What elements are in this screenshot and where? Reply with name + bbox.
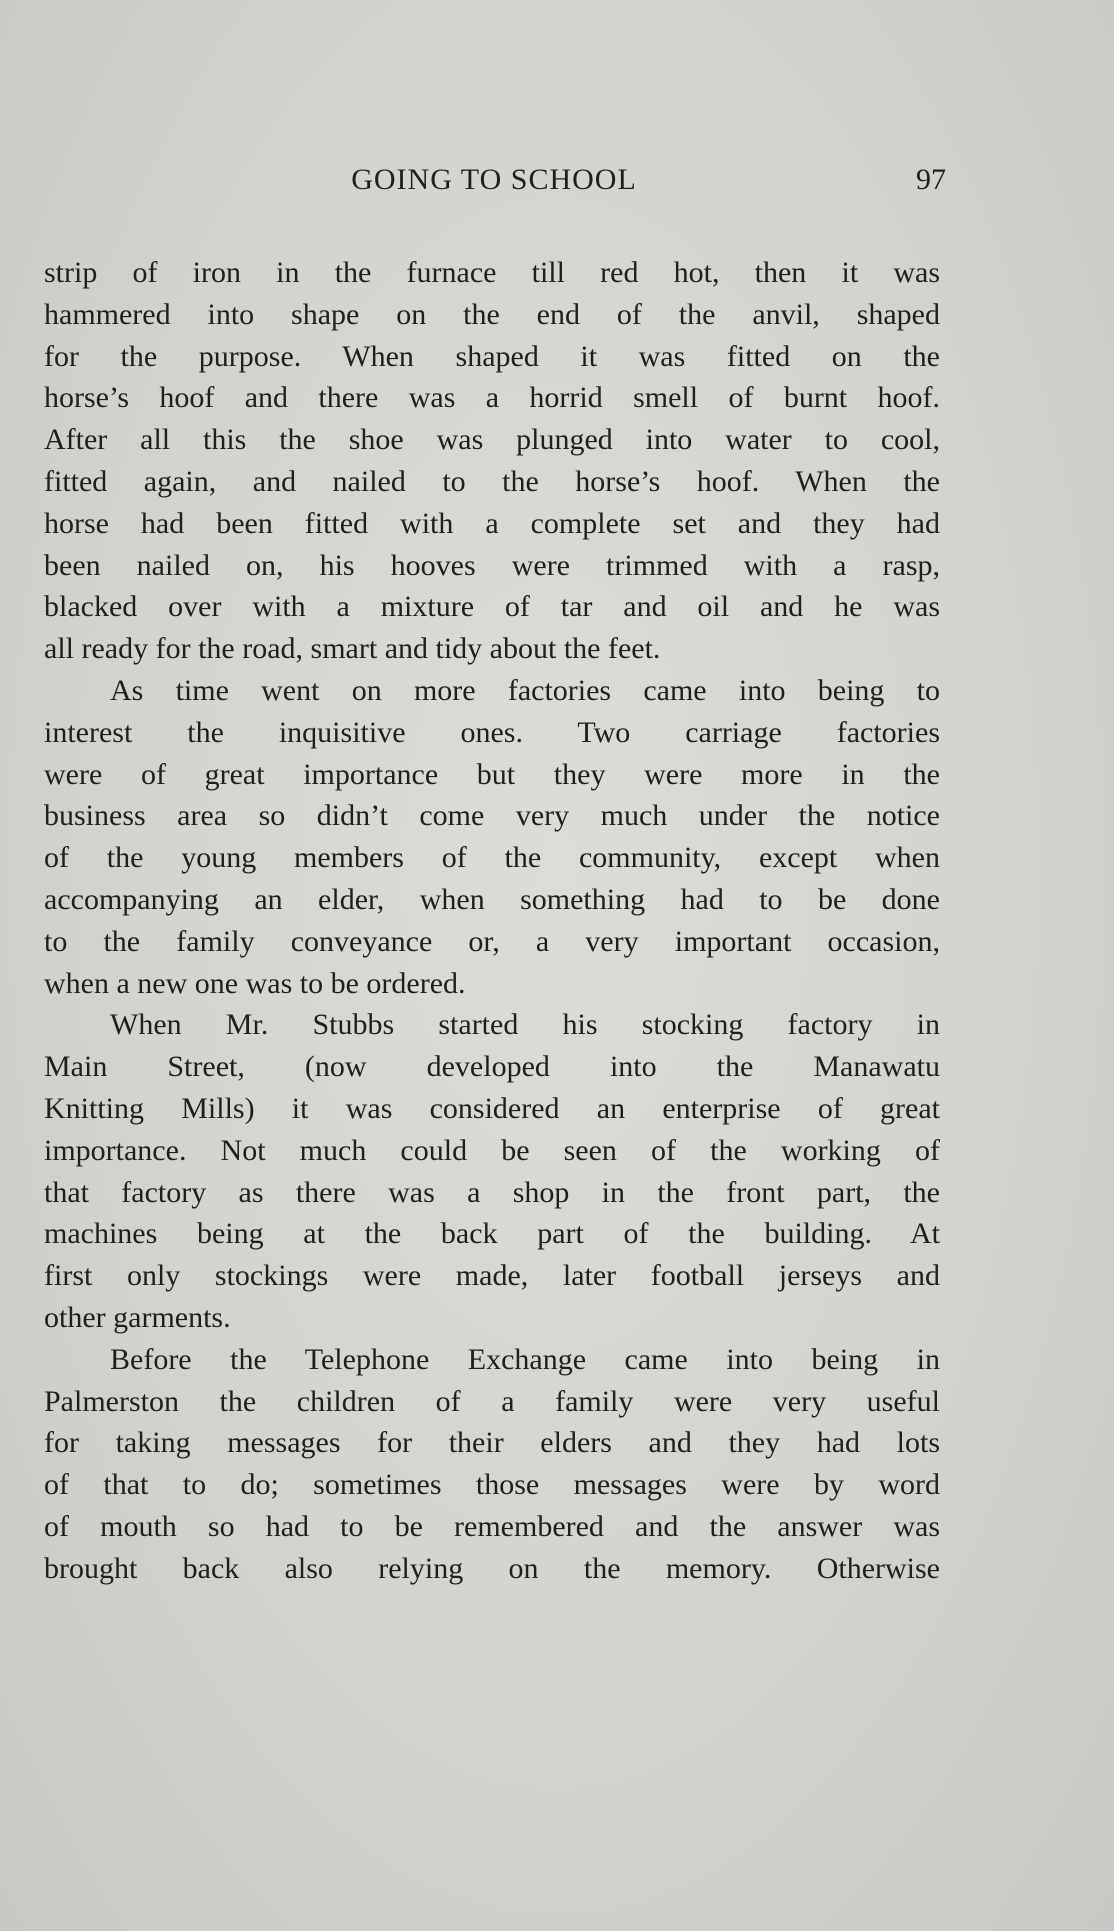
text-line: of the young members of the community, except when (44, 841, 940, 875)
text-line: first only stockings were made, later football jerseys and (44, 1259, 940, 1293)
paragraph (44, 1339, 940, 1590)
text-line: of that to do; sometimes those messages were by word (44, 1468, 940, 1502)
text-line: horse’s hoof and there was a horrid smell of burnt hoof. (44, 381, 940, 415)
text-line: interest the inquisitive ones. Two carriage factories (44, 715, 940, 749)
text-line: Main Street, (now developed into the Manawatu (44, 1050, 940, 1084)
text-line: of mouth so had to be remembered and the answer was (44, 1509, 940, 1543)
text-line: Before the Telephone Exchange came into being in (110, 1342, 940, 1376)
text-line: that factory as there was a shop in the front part, the (44, 1175, 940, 1209)
text-line: strip of iron in the furnace till red hot, then it was (44, 256, 940, 289)
text-line: horse had been fitted with a complete set and they had (44, 506, 940, 540)
text-line: Knitting Mills) it was considered an enterprise of great (44, 1091, 940, 1125)
paragraph (44, 252, 940, 670)
text-line: been nailed on, his hooves were trimmed with a rasp, (44, 548, 940, 582)
text-line: brought back also relying on the memory. Otherwise (44, 1551, 940, 1585)
text-line: After all this the shoe was plunged into water to cool, (44, 423, 940, 457)
text-line: business area so didn’t come very much under the notice (44, 799, 940, 833)
text-line: were of great importance but they were more in the (44, 757, 940, 791)
text-line: machines being at the back part of the building. At (44, 1217, 940, 1251)
text-line: Palmerston the children of a family were very useful (44, 1384, 940, 1418)
paragraph (44, 670, 940, 1004)
text-line: all ready for the road, smart and tidy about the feet. (44, 632, 661, 666)
text-line: accompanying an elder, when something had to be done (44, 882, 940, 916)
running-header (44, 163, 944, 207)
text-line: other garments. (44, 1300, 231, 1334)
text-line: when a new one was to be ordered. (44, 966, 466, 1000)
body-text (44, 252, 940, 1590)
page-number: 97 (916, 163, 946, 196)
text-line: blacked over with a mixture of tar and oil and he was (44, 590, 940, 624)
text-line: for the purpose. When shaped it was fitted on the (44, 339, 940, 373)
text-line: to the family conveyance or, a very important occasion, (44, 924, 940, 958)
text-line: for taking messages for their elders and they had lots (44, 1426, 940, 1460)
text-line: importance. Not much could be seen of the working of (44, 1133, 940, 1167)
text-line: As time went on more factories came into being to (110, 673, 940, 707)
text-line: hammered into shape on the end of the anvil, shaped (44, 297, 940, 331)
chapter-title: GOING TO SCHOOL (351, 163, 637, 196)
paragraph (44, 1004, 940, 1338)
text-line: fitted again, and nailed to the horse’s hoof. When the (44, 464, 940, 498)
text-line: When Mr. Stubbs started his stocking factory in (110, 1008, 940, 1042)
